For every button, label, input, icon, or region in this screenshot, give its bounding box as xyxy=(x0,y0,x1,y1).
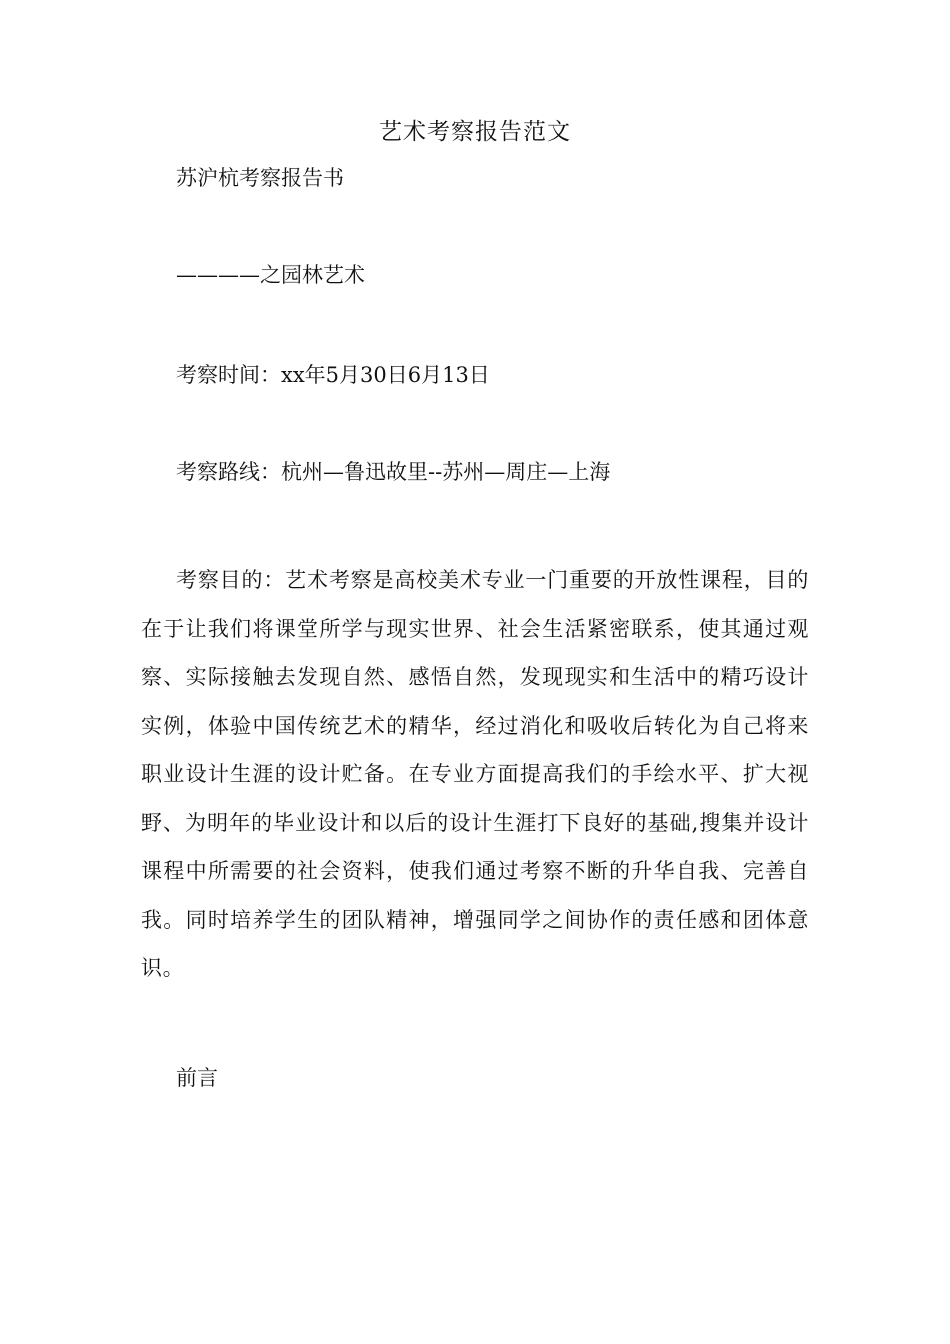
inspection-purpose-paragraph: 考察目的：艺术考察是高校美术专业一门重要的开放性课程，目的在于让我们将课堂所学与现实世界、社会生活紧密联系，使其通过观察、实际接触去发现自然、感悟自然，发现现实和生活中的精巧设计实例，体验中国传统艺术的精华，经过消化和吸收后转化为自己将来职业设计生涯的设计贮备。在专业方面提高我们的手绘水平、扩大视野、为明年的毕业设计和以后的设计生涯打下良好的基础,搜集并设计课程中所需要的社会资料，使我们通过考察不断的升华自我、完善自我。同时培养学生的团队精神，增强同学之间协作的责任感和团体意识。 xyxy=(141,568,809,980)
inspection-time: 考察时间：xx年5月30日6月13日 xyxy=(176,363,490,387)
report-name: 苏沪杭考察报告书 xyxy=(176,166,344,190)
report-subtitle: ————之园林艺术 xyxy=(176,263,365,287)
preface-heading: 前言 xyxy=(176,1066,218,1090)
document-title: 艺术考察报告范文 xyxy=(379,119,571,145)
inspection-route: 考察路线：杭州—鲁迅故里--苏州—周庄—上海 xyxy=(176,460,611,484)
